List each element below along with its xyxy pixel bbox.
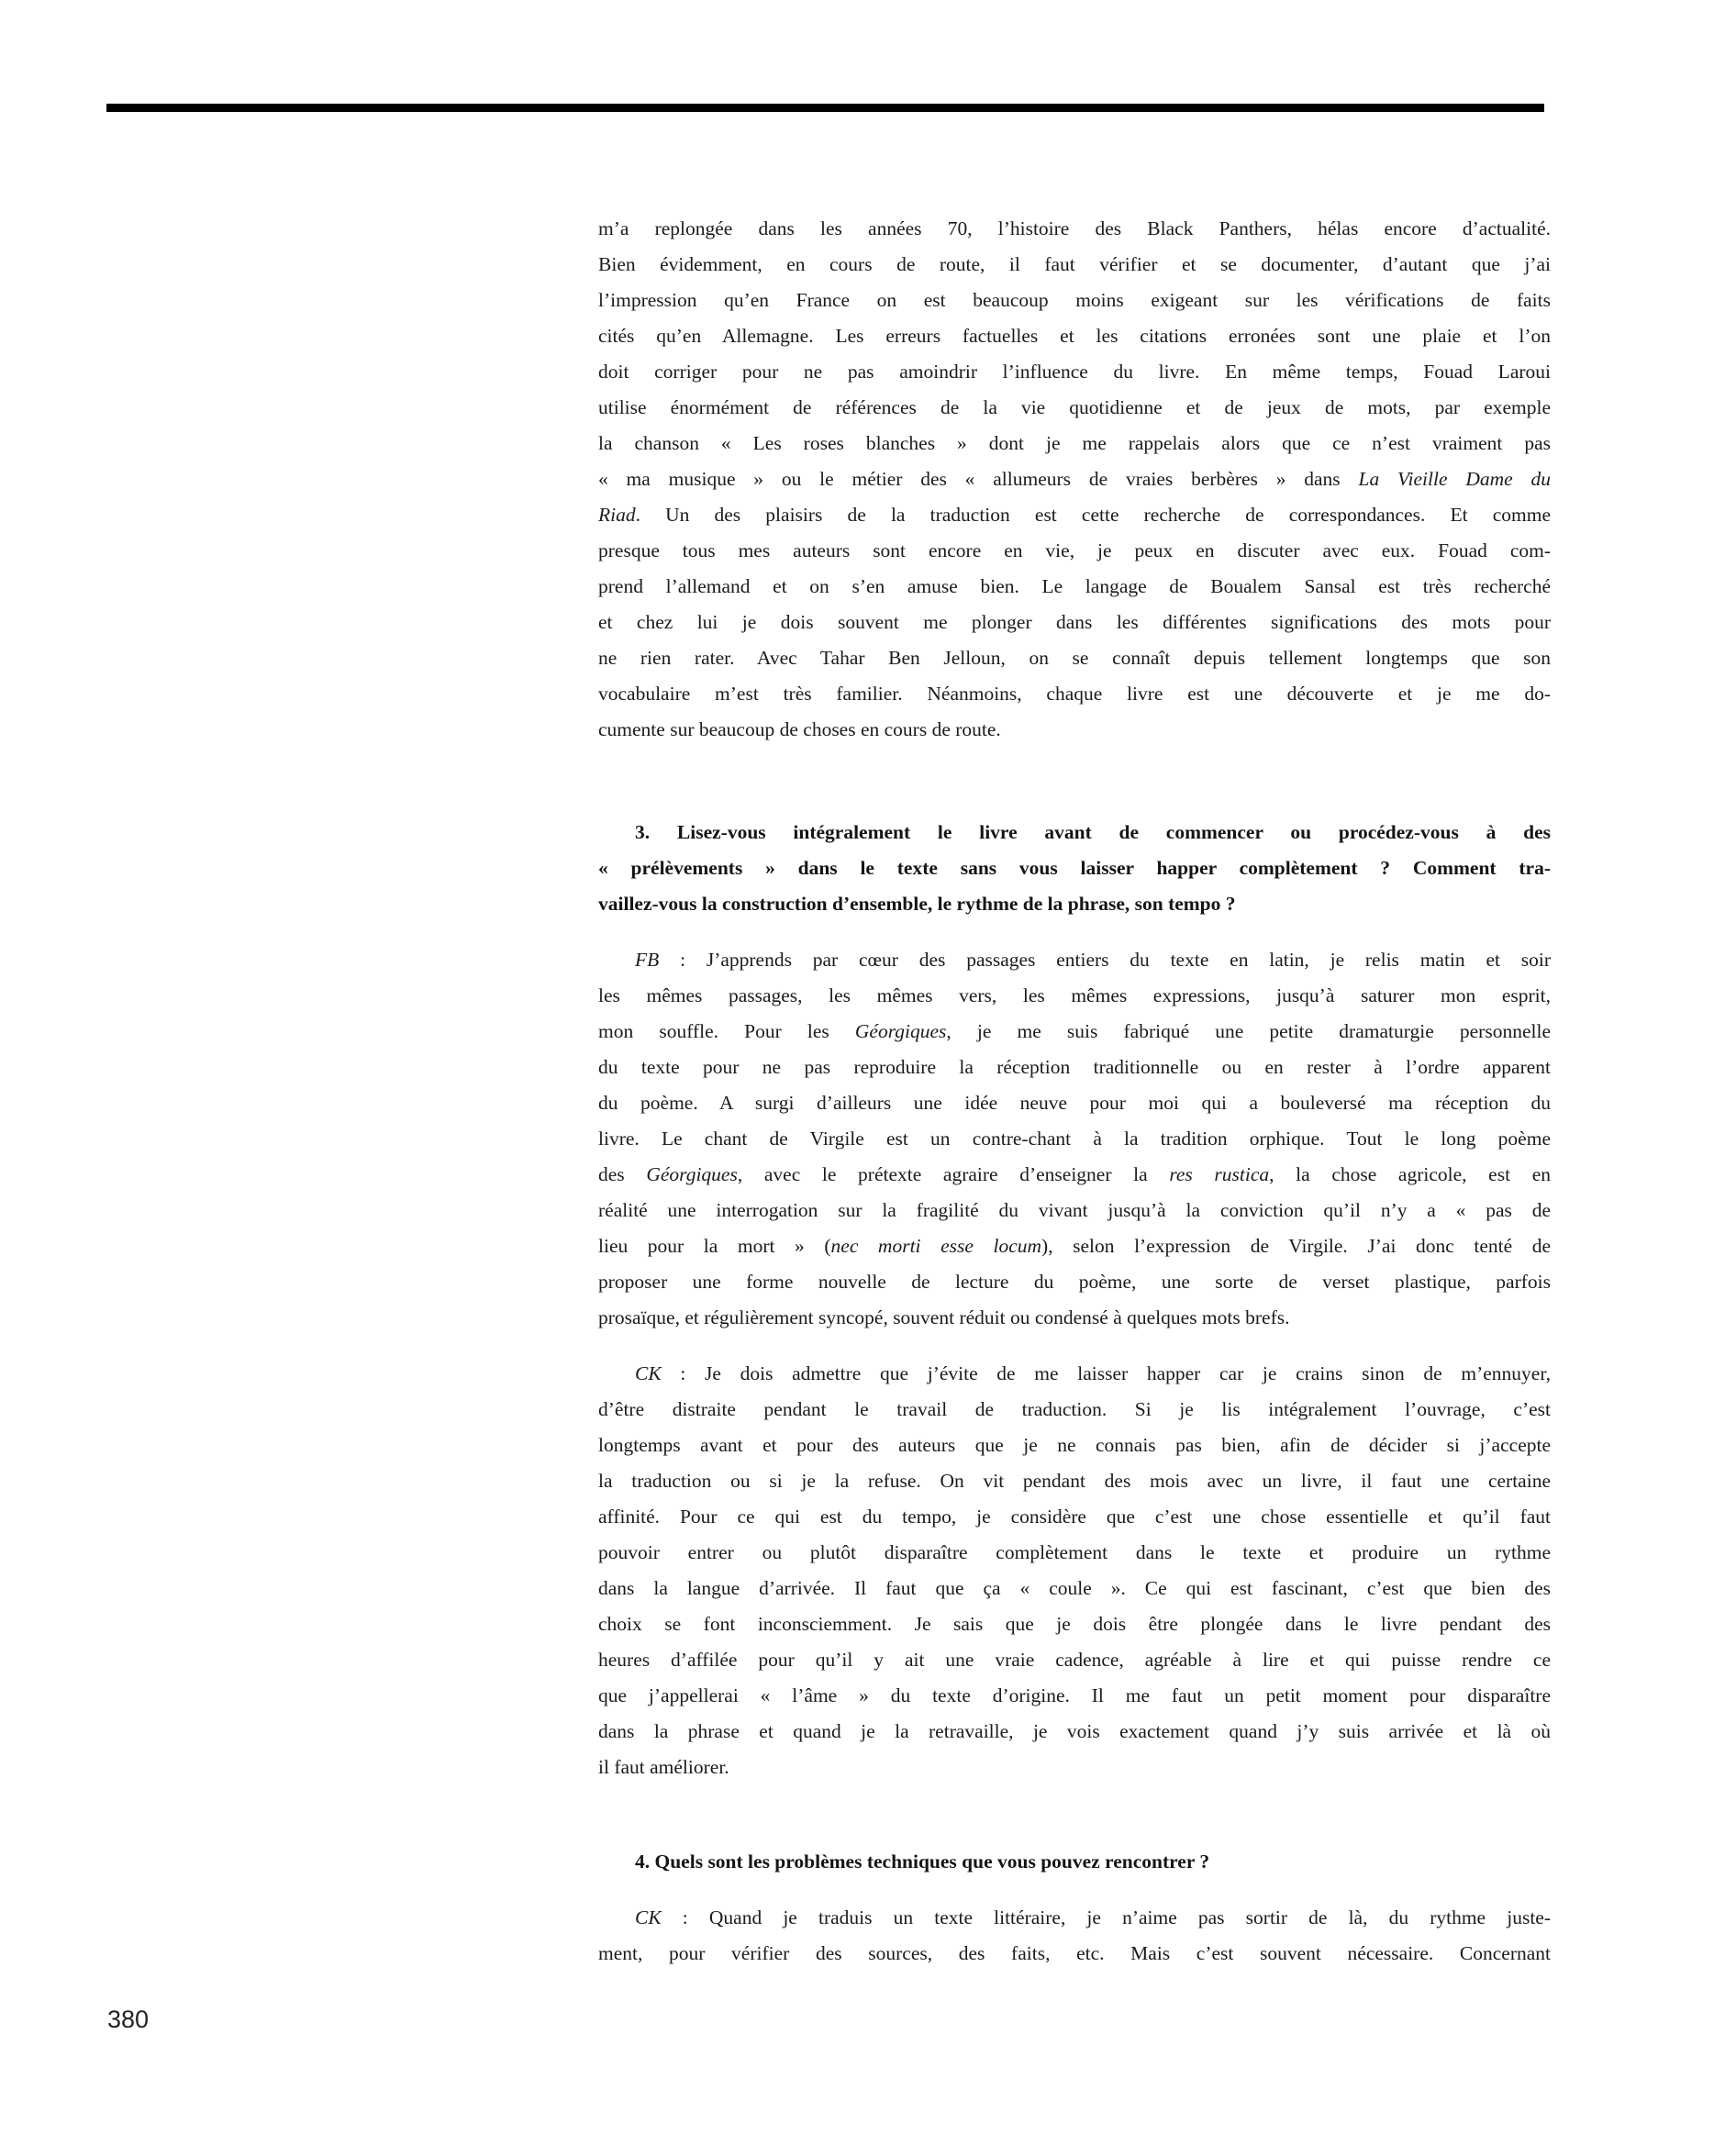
paragraph-continuation bbox=[598, 211, 1551, 748]
text-line: il faut améliorer. bbox=[598, 1756, 729, 1778]
text-line: d’être distraite pendant le travail de traduction. Si je lis intégralement l’ouvrage, c’est bbox=[598, 1398, 1551, 1420]
text-line: cités qu’en Allemagne. Les erreurs factuelles et les citations erronées sont une plaie et l’on bbox=[598, 325, 1551, 347]
text-line: dans la phrase et quand je la retravaille, je vois exactement quand j’y suis arrivée et là où bbox=[598, 1720, 1551, 1742]
text-line: choix se font inconsciemment. Je sais que je dois être plongée dans le livre pendant des bbox=[598, 1613, 1551, 1635]
text-line: lieu pour la mort » (nec morti esse locum), selon l’expression de Virgile. J’ai donc tenté de bbox=[598, 1235, 1551, 1257]
text-line: vocabulaire m’est très familier. Néanmoins, chaque livre est une découverte et je me do- bbox=[598, 683, 1551, 705]
answer-ck-continued-paragraph bbox=[598, 1900, 1551, 1972]
text-line: affinité. Pour ce qui est du tempo, je considère que c’est une chose essentielle et qu’il faut bbox=[598, 1506, 1551, 1528]
header-rule bbox=[106, 104, 1544, 112]
text-line: pouvoir entrer ou plutôt disparaître complètement dans le texte et produire un rythme bbox=[598, 1541, 1551, 1563]
text-line: utilise énormément de références de la vie quotidienne et de jeux de mots, par exemple bbox=[598, 396, 1551, 418]
text-line: « ma musique » ou le métier des « allumeurs de vraies berbères » dans La Vieille Dame du bbox=[598, 468, 1551, 490]
text-line: la traduction ou si je la refuse. On vit pendant des mois avec un livre, il faut une certaine bbox=[598, 1470, 1551, 1492]
text-line: mon souffle. Pour les Géorgiques, je me suis fabriqué une petite dramaturgie personnelle bbox=[598, 1020, 1551, 1042]
text-line: proposer une forme nouvelle de lecture du poème, une sorte de verset plastique, parfois bbox=[598, 1271, 1551, 1293]
text-line: 4. Quels sont les problèmes techniques que vous pouvez rencontrer ? bbox=[635, 1850, 1210, 1873]
text-column bbox=[598, 211, 1551, 1972]
text-line: ment, pour vérifier des sources, des faits, etc. Mais c’est souvent nécessaire. Concernant bbox=[598, 1942, 1551, 1964]
text-line: l’impression qu’en France on est beaucoup moins exigeant sur les vérifications de faits bbox=[598, 289, 1551, 311]
text-line: FB : J’apprends par cœur des passages entiers du texte en latin, je relis matin et soir bbox=[635, 949, 1551, 971]
text-line: vaillez-vous la construction d’ensemble, le rythme de la phrase, son tempo ? bbox=[598, 893, 1236, 915]
answer-ck-paragraph bbox=[598, 1356, 1551, 1785]
question-3-heading bbox=[598, 815, 1551, 922]
text-line: du texte pour ne pas reproduire la réception traditionnelle ou en rester à l’ordre apparent bbox=[598, 1056, 1551, 1078]
text-line: longtemps avant et pour des auteurs que je ne connais pas bien, afin de décider si j’accepte bbox=[598, 1434, 1551, 1456]
page-number: 380 bbox=[107, 2006, 150, 2033]
text-line: Riad. Un des plaisirs de la traduction est cette recherche de correspondances. Et comme bbox=[598, 504, 1551, 526]
text-line: « prélèvements » dans le texte sans vous laisser happer complètement ? Comment tra- bbox=[598, 857, 1551, 879]
text-line: prend l’allemand et on s’en amuse bien. Le langage de Boualem Sansal est très recherché bbox=[598, 575, 1551, 597]
text-line: des Géorgiques, avec le prétexte agraire d’enseigner la res rustica, la chose agricole, est en bbox=[598, 1163, 1551, 1185]
text-line: CK : Je dois admettre que j’évite de me laisser happer car je crains sinon de m’ennuyer, bbox=[635, 1362, 1551, 1384]
text-line: et chez lui je dois souvent me plonger dans les différentes significations des mots pour bbox=[598, 611, 1551, 633]
text-line: du poème. A surgi d’ailleurs une idée neuve pour moi qui a bouleversé ma réception du bbox=[598, 1092, 1551, 1114]
text-line: la chanson « Les roses blanches » dont je me rappelais alors que ce n’est vraiment pas bbox=[598, 432, 1551, 454]
text-line: livre. Le chant de Virgile est un contre-chant à la tradition orphique. Tout le long poème bbox=[598, 1128, 1551, 1150]
text-line: que j’appellerai « l’âme » du texte d’origine. Il me faut un petit moment pour disparaître bbox=[598, 1684, 1551, 1706]
text-line: CK : Quand je traduis un texte littéraire, je n’aime pas sortir de là, du rythme juste- bbox=[635, 1906, 1551, 1928]
question-4-heading bbox=[598, 1844, 1551, 1880]
text-line: dans la langue d’arrivée. Il faut que ça « coule ». Ce qui est fascinant, c’est que bien des bbox=[598, 1577, 1551, 1599]
text-line: les mêmes passages, les mêmes vers, les mêmes expressions, jusqu’à saturer mon esprit, bbox=[598, 984, 1551, 1006]
text-line: doit corriger pour ne pas amoindrir l’influence du livre. En même temps, Fouad Laroui bbox=[598, 361, 1551, 383]
text-line: cumente sur beaucoup de choses en cours de route. bbox=[598, 718, 1001, 740]
text-line: Bien évidemment, en cours de route, il faut vérifier et se documenter, d’autant que j’ai bbox=[598, 253, 1551, 275]
text-line: prosaïque, et régulièrement syncopé, souvent réduit ou condensé à quelques mots brefs. bbox=[598, 1306, 1290, 1328]
text-line: presque tous mes auteurs sont encore en vie, je peux en discuter avec eux. Fouad com- bbox=[598, 539, 1551, 561]
text-line: m’a replongée dans les années 70, l’histoire des Black Panthers, hélas encore d’actualité. bbox=[598, 217, 1551, 239]
text-line: 3. Lisez-vous intégralement le livre avant de commencer ou procédez-vous à des bbox=[635, 821, 1551, 843]
answer-fb-paragraph bbox=[598, 942, 1551, 1336]
text-line: réalité une interrogation sur la fragilité du vivant jusqu’à la conviction qu’il n’y a « pas de bbox=[598, 1199, 1551, 1221]
text-line: heures d’affilée pour qu’il y ait une vraie cadence, agréable à lire et qui puisse rendre ce bbox=[598, 1649, 1551, 1671]
text-line: ne rien rater. Avec Tahar Ben Jelloun, on se connaît depuis tellement longtemps que son bbox=[598, 647, 1551, 669]
